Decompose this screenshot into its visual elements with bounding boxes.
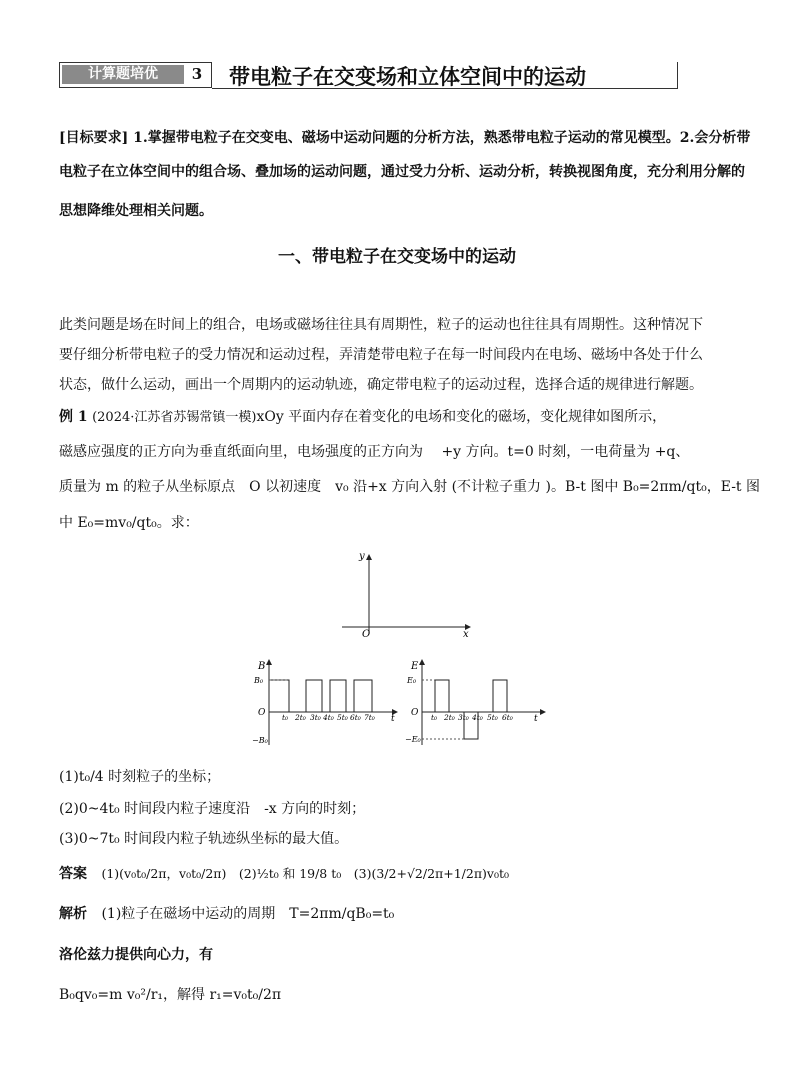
b0-label: B₀: [254, 676, 264, 685]
e-tick-4: 4t₀: [472, 713, 483, 722]
b-tick-2: 2t₀: [295, 713, 306, 722]
b-tick-6: 6t₀: [350, 713, 361, 722]
b-tick-5: 5t₀: [337, 713, 348, 722]
b-tick-7: 7t₀: [364, 713, 375, 722]
example-source: (2024·江苏省苏锡常镇一模): [92, 410, 257, 425]
question-3: (3)0~7t₀ 时间段内粒子轨迹纵坐标的最大值。: [59, 831, 349, 847]
section-title: 一、带电粒子在交变场中的运动: [278, 247, 516, 267]
y-axis-label: y: [359, 551, 365, 562]
x-axis-label: x: [463, 629, 469, 640]
answer-line: [59, 865, 509, 883]
answer-label: 答案: [59, 866, 87, 882]
neg-b0-label: −B₀: [252, 736, 268, 745]
question-1: (1)t₀/4 时刻粒子的坐标；: [59, 769, 221, 785]
b-axis-label: B: [258, 661, 266, 672]
analysis-label: 解析: [59, 906, 87, 922]
example-line-4: 中 E₀=mv₀/qt₀。求：: [59, 515, 199, 531]
e-t-label: t: [534, 714, 538, 724]
e-wave: [435, 680, 507, 739]
e-tick-5: 5t₀: [487, 713, 498, 722]
b-tick-4: 4t₀: [323, 713, 334, 722]
objective-line-1: [目标要求] 1.掌握带电粒子在交变电、磁场中运动问题的分析方法，熟悉带电粒子运动的常见模型。2.会分析带: [59, 130, 751, 146]
b-tick-3: 3t₀: [310, 713, 321, 722]
header-underline: [212, 88, 678, 89]
e-origin-label: O: [411, 708, 419, 718]
e-tick-3: 3t₀: [458, 713, 469, 722]
e-tick-6: 6t₀: [502, 713, 513, 722]
b-t-label: t: [391, 714, 395, 724]
analysis-line-2: 洛伦兹力提供向心力，有: [59, 947, 213, 963]
b-tick-1: t₀: [282, 713, 289, 722]
intro-line-3: 状态，做什么运动，画出一个周期内的运动轨迹，确定带电粒子的运动过程，选择合适的规律进行解题。: [59, 377, 703, 393]
header-number: 3: [191, 65, 203, 83]
e-tick-1: t₀: [431, 713, 438, 722]
question-2: (2)0~4t₀ 时间段内粒子速度沿 -x 方向的时刻；: [59, 801, 366, 817]
header-end-line: [677, 62, 678, 89]
objective-line-3: 思想降维处理相关问题。: [59, 203, 213, 219]
neg-e0-label: −E₀: [405, 735, 421, 744]
intro-line-1: 此类问题是场在时间上的组合，电场或磁场往往具有周期性，粒子的运动也往往具有周期性。这种情况下: [59, 317, 703, 333]
analysis-line-3: B₀qv₀=m v₀²/r₁，解得 r₁=v₀t₀/2π: [59, 987, 282, 1003]
analysis-line-1: 解析 (1)粒子在磁场中运动的周期 T=2πm/qB₀=t₀: [59, 906, 395, 922]
b-wave: [269, 680, 372, 712]
e-axis-label: E: [411, 661, 419, 672]
example-line-3: 质量为 m 的粒子从坐标原点 O 以初速度 v₀ 沿+x 方向入射 (不计粒子重力 )。B-t 图中 B₀=2πm/qt₀，E-t 图: [59, 479, 760, 495]
answer-text: (1)(v₀t₀/2π，v₀t₀/2π) (2)½t₀ 和 19/8 t₀ (3)(3/2+√2/2π+1/2π)v₀t₀: [101, 866, 510, 881]
b-origin-label: O: [258, 708, 266, 718]
page-title: 带电粒子在交变场和立体空间中的运动: [229, 65, 586, 89]
origin-label: O: [362, 629, 371, 640]
intro-line-2: 要仔细分析带电粒子的受力情况和运动过程，弄清楚带电粒子在每一时间段内在电场、磁场中各处于什么: [59, 347, 703, 363]
xoy-axes-figure: [330, 545, 480, 640]
header-tag: 计算题培优: [62, 65, 184, 84]
example-line-1: 例 1 (2024·江苏省苏锡常镇一模)xOy 平面内存在着变化的电场和变化的磁场，变化规律如图所示，: [59, 409, 667, 425]
objective-line-2: 电粒子在立体空间中的组合场、叠加场的运动问题，通过受力分析、运动分析，转换视图角度，充分利用分解的: [59, 164, 745, 180]
example-line-2: 磁感应强度的正方向为垂直纸面向里，电场强度的正方向为 +y 方向。t=0 时刻，一电荷量为 +q、: [59, 444, 690, 460]
e-tick-2: 2t₀: [444, 713, 455, 722]
objective-label: [目标要求]: [59, 130, 129, 146]
e0-label: E₀: [407, 676, 417, 685]
b-t-graph: [252, 655, 402, 750]
e-t-graph: [405, 655, 550, 750]
example-label: 例 1: [59, 409, 88, 425]
